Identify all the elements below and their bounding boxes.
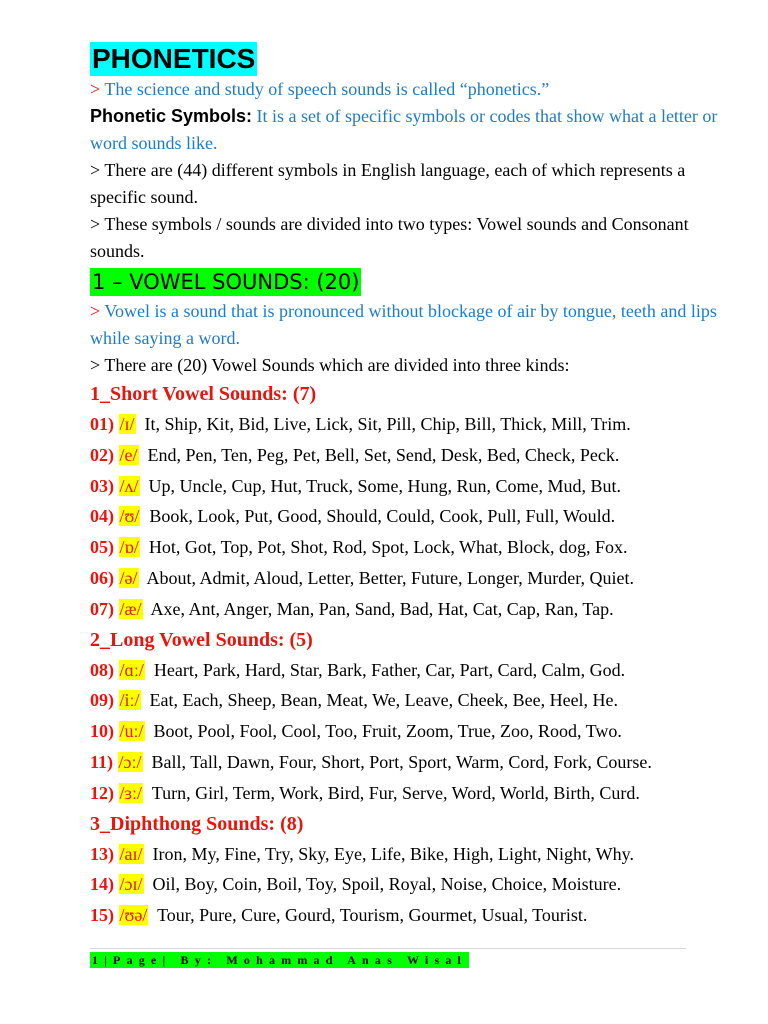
vowel-row bbox=[90, 778, 730, 809]
example-words: Turn, Girl, Term, Work, Bird, Fur, Serve, Word, World, Birth, Curd. bbox=[151, 782, 640, 803]
vowel-row bbox=[90, 655, 730, 686]
phonetic-symbol: /ɪ/ bbox=[119, 414, 135, 434]
row-number: 06) bbox=[90, 567, 114, 588]
row-number: 09) bbox=[90, 690, 114, 711]
example-words: Hot, Got, Top, Pot, Shot, Rod, Spot, Lock, What, Block, dog, Fox. bbox=[148, 537, 628, 558]
row-number: 08) bbox=[90, 659, 114, 680]
vowel-row bbox=[90, 471, 730, 502]
short-vowel-group bbox=[90, 379, 730, 625]
vowel-row bbox=[90, 501, 730, 532]
vowel-row bbox=[90, 563, 730, 594]
short-vowel-heading: 1_Short Vowel Sounds: (7) bbox=[90, 383, 317, 405]
symbols-types-paragraph: > These symbols / sounds are divided into two types: Vowel sounds and Consonant sounds. bbox=[90, 214, 689, 261]
vowel-row bbox=[90, 440, 730, 471]
example-words: Tour, Pure, Cure, Gourd, Tourism, Gourmet, Usual, Tourist. bbox=[157, 905, 588, 926]
long-vowel-group bbox=[90, 625, 730, 809]
row-number: 02) bbox=[90, 444, 114, 465]
phonetic-symbol: /ɔɪ/ bbox=[119, 874, 143, 895]
phonetic-symbol: /ə/ bbox=[119, 567, 138, 588]
row-number: 14) bbox=[90, 874, 114, 895]
example-words: Boot, Pool, Fool, Cool, Too, Fruit, Zoom, True, Zoo, Rood, Two. bbox=[153, 721, 622, 742]
diphthong-heading: 3_Diphthong Sounds: (8) bbox=[90, 812, 304, 835]
example-words: Book, Look, Put, Good, Should, Could, Cook, Pull, Full, Would. bbox=[149, 506, 616, 527]
vowel-kinds-paragraph: > There are (20) Vowel Sounds which are divided into three kinds: bbox=[90, 355, 570, 375]
example-words: Eat, Each, Sheep, Bean, Meat, We, Leave, Cheek, Bee, Heel, He. bbox=[149, 690, 619, 711]
row-number: 05) bbox=[90, 537, 114, 558]
phonetic-symbol: /aɪ/ bbox=[119, 843, 143, 864]
example-words: About, Admit, Aloud, Letter, Better, Future, Longer, Murder, Quiet. bbox=[146, 567, 635, 588]
row-number: 07) bbox=[90, 598, 114, 619]
document-page bbox=[90, 40, 730, 931]
phonetic-symbol: /uː/ bbox=[119, 721, 144, 742]
vowel-row bbox=[90, 594, 730, 625]
vowel-row bbox=[90, 869, 730, 900]
symbols-label: Phonetic Symbols: bbox=[90, 106, 253, 126]
vowel-row bbox=[90, 747, 730, 778]
example-words: It, Ship, Kit, Bid, Live, Lick, Sit, Pill, Chip, Bill, Thick, Mill, Trim. bbox=[144, 414, 631, 434]
example-words: Iron, My, Fine, Try, Sky, Eye, Life, Bike, High, Light, Night, Why. bbox=[152, 843, 634, 864]
vowel-groups bbox=[90, 379, 730, 931]
long-vowel-heading: 2_Long Vowel Sounds: (5) bbox=[90, 628, 313, 651]
row-number: 10) bbox=[90, 721, 114, 742]
vowel-def-marker: > bbox=[90, 301, 101, 321]
vowel-row bbox=[90, 685, 730, 716]
intro-paragraph bbox=[90, 76, 730, 103]
row-number: 11) bbox=[90, 751, 114, 772]
row-number: 04) bbox=[90, 506, 114, 527]
phonetic-symbol: /ɔː/ bbox=[118, 751, 142, 772]
phonetic-symbol: /ɒ/ bbox=[119, 537, 139, 558]
vowel-def-text: Vowel is a sound that is pronounced without blockage of air by tongue, teeth and lips while saying a word. bbox=[90, 301, 717, 348]
example-words: Up, Uncle, Cup, Hut, Truck, Some, Hung, Run, Come, Mud, But. bbox=[148, 475, 622, 496]
example-words: Axe, Ant, Anger, Man, Pan, Sand, Bad, Hat, Cat, Cap, Ran, Tap. bbox=[150, 598, 614, 619]
example-words: Oil, Boy, Coin, Boil, Toy, Spoil, Royal, Noise, Choice, Moisture. bbox=[152, 874, 622, 895]
phonetic-symbol: /ɜː/ bbox=[119, 782, 143, 803]
vowel-sounds-heading: 1 – VOWEL SOUNDS: (20) bbox=[92, 270, 360, 294]
example-words: End, Pen, Ten, Peg, Pet, Bell, Set, Send, Desk, Bed, Check, Peck. bbox=[147, 444, 620, 465]
diphthong-group bbox=[90, 809, 730, 931]
example-words: Heart, Park, Hard, Star, Bark, Father, Car, Part, Card, Calm, God. bbox=[153, 659, 626, 680]
page-footer: 1|Page| By: Mohammad Anas Wisal bbox=[92, 953, 468, 967]
phonetic-symbol: /e/ bbox=[119, 444, 138, 465]
row-number: 15) bbox=[90, 905, 114, 926]
vowel-row bbox=[90, 716, 730, 747]
row-number: 13) bbox=[90, 843, 114, 864]
vowel-definition bbox=[90, 298, 730, 352]
phonetic-symbol: /ʊə/ bbox=[119, 905, 148, 926]
symbols-count-paragraph: > There are (44) different symbols in English language, each of which represents a specific sound. bbox=[90, 160, 686, 207]
phonetic-symbol: /ʌ/ bbox=[119, 475, 139, 496]
vowel-row bbox=[90, 839, 730, 870]
row-number: 01) bbox=[90, 414, 114, 434]
phonetic-symbol: /ɑː/ bbox=[119, 659, 144, 680]
phonetic-symbol: /æ/ bbox=[119, 598, 142, 619]
phonetic-symbol: /iː/ bbox=[119, 690, 140, 711]
phonetic-symbol: /ʊ/ bbox=[119, 506, 140, 527]
intro-text: The science and study of speech sounds is called “phonetics.” bbox=[104, 79, 550, 99]
row-number: 03) bbox=[90, 475, 114, 496]
footer-divider bbox=[90, 948, 686, 949]
vowel-row bbox=[90, 900, 730, 931]
vowel-row bbox=[90, 409, 730, 440]
symbols-paragraph bbox=[90, 103, 730, 157]
vowel-row bbox=[90, 532, 730, 563]
intro-marker: > bbox=[90, 79, 101, 99]
symbols-text: It is a set of specific symbols or codes that show what a letter or word sounds like. bbox=[90, 106, 718, 153]
row-number: 12) bbox=[90, 782, 114, 803]
example-words: Ball, Tall, Dawn, Four, Short, Port, Sport, Warm, Cord, Fork, Course. bbox=[151, 751, 652, 772]
page-title: PHONETICS bbox=[92, 43, 256, 74]
